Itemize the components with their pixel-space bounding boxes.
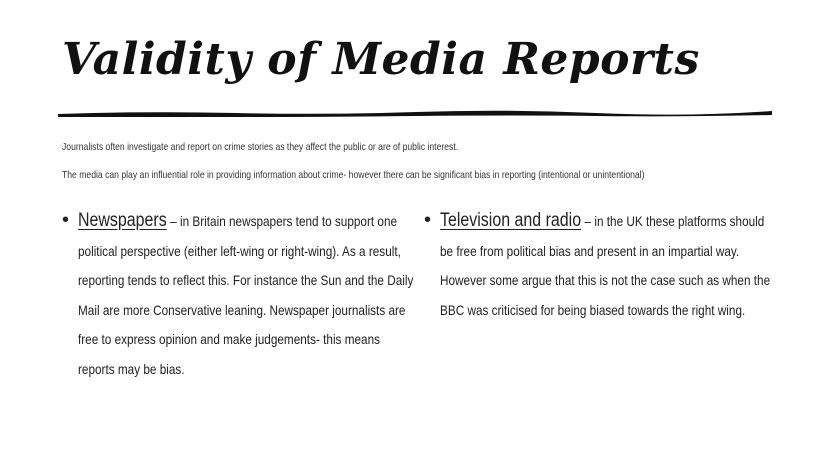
heading-separator: – xyxy=(170,213,177,229)
bullet-icon: • xyxy=(424,209,432,231)
heading-separator: – xyxy=(584,213,591,229)
newspapers-heading: Newspapers xyxy=(78,210,167,231)
newspapers-section xyxy=(62,206,422,384)
television-radio-heading: Television and radio xyxy=(440,210,582,231)
television-radio-section xyxy=(424,206,784,325)
newspapers-body: in Britain newspapers tend to support one political perspective (either left-wing or right-wing). As a result, reporting tends to reflect this. For instance the Sun and the Daily Mail are more Conservative leaning. Newspaper journalists are free to express opinion and make judgements- this means reports may be bias. xyxy=(78,213,414,377)
slide-title: Validity of Media Reports xyxy=(62,34,700,85)
television-radio-body: in the UK these platforms should be free from political bias and present in an impartial way. However some argue that this is not the case such as when the BBC was criticised for being biased towards the right wing. xyxy=(440,213,771,318)
intro-line-2: The media can play an influential role in providing information about crime- however there can be significant bias in reporting (intentional or unintentional) xyxy=(62,169,645,181)
television-radio-paragraph xyxy=(440,206,780,325)
title-divider xyxy=(56,106,774,120)
bullet-icon: • xyxy=(62,209,70,231)
intro-line-1: Journalists often investigate and report on crime stories as they affect the public or are of public interest. xyxy=(62,141,459,153)
newspapers-paragraph xyxy=(78,206,418,384)
